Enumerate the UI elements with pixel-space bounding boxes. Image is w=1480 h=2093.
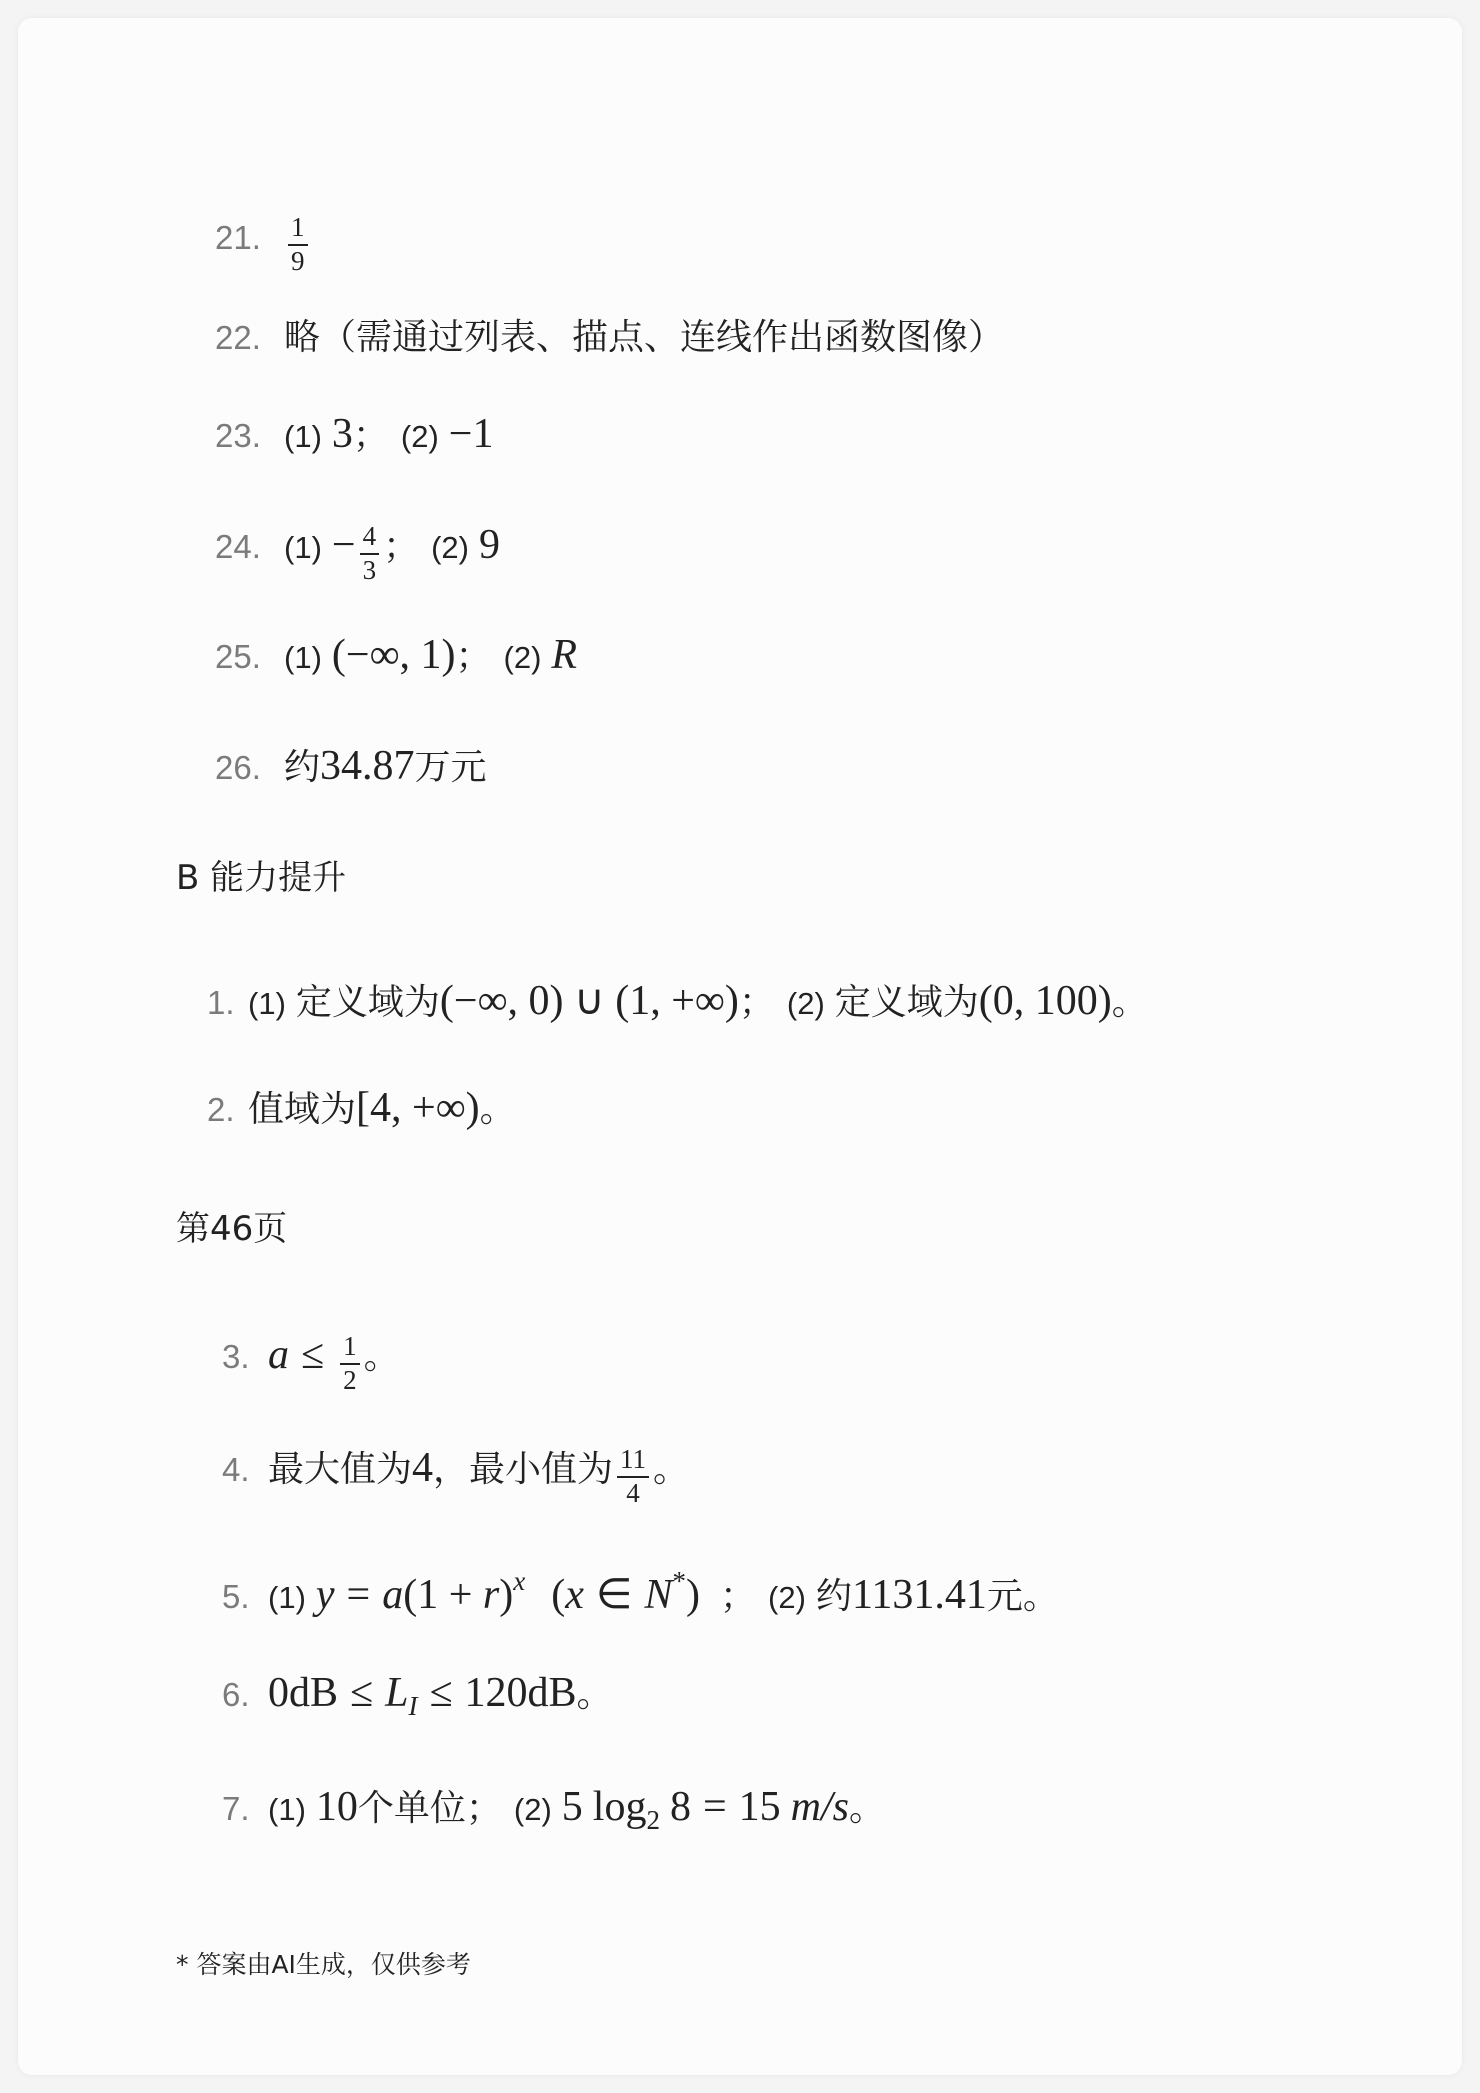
fraction [617, 1445, 649, 1508]
variable: y [315, 1572, 335, 1618]
section-title: B 能力提升 [176, 858, 347, 898]
sub-question-label: (2) [513, 1792, 552, 1827]
answer-number: 25. [215, 638, 261, 675]
answer-value: R [551, 632, 578, 678]
fraction-denominator: 3 [362, 554, 377, 585]
subscript: 2 [646, 1805, 660, 1835]
sub-question-label: (2) [786, 986, 825, 1021]
footnote-text: * 答案由AI生成，仅供参考 [176, 1950, 471, 1979]
exponent: x [513, 1566, 526, 1596]
period: 。 [849, 1788, 886, 1829]
answer-number: 23. [215, 417, 261, 454]
math-expression: ( [551, 1572, 566, 1618]
answer-value: 4 [412, 1445, 434, 1491]
domain-expression: (−∞, 0) ∪ (1, +∞) [439, 978, 739, 1024]
fraction-denominator: 2 [343, 1364, 357, 1395]
answer-number: 6. [222, 1676, 250, 1713]
interval-expression: (−∞, 1) [331, 632, 456, 678]
fraction-numerator: 1 [340, 1332, 360, 1365]
period: 。 [1111, 982, 1148, 1023]
operator: ≤ [301, 1332, 325, 1378]
fraction [340, 1332, 360, 1395]
answer-value: 15 [738, 1784, 781, 1830]
domain-expression: (0, 100) [978, 978, 1112, 1024]
answer-24 [215, 505, 500, 585]
range-expression: [4, +∞) [356, 1085, 480, 1131]
answer-value: 10 [315, 1784, 358, 1830]
answer-26 [215, 726, 487, 806]
math-expression: 5 [561, 1784, 583, 1830]
answer-text: 定义域为 [834, 982, 979, 1023]
answer-number: 22. [215, 319, 261, 356]
answer-number: 2. [207, 1091, 235, 1128]
math-expression: 8 [669, 1784, 691, 1830]
operator: ≤ [429, 1670, 453, 1716]
separator: ； [383, 526, 420, 567]
answer-5 [222, 1541, 1059, 1621]
answer-number: 26. [215, 749, 261, 786]
period: 。 [653, 1449, 690, 1490]
answer-3 [222, 1315, 400, 1395]
section-heading-b [176, 838, 346, 918]
answer-number: 5. [222, 1578, 250, 1615]
answer-21 [215, 198, 312, 278]
sub-question-label: (2) [503, 640, 542, 675]
sub-question-label: (1) [248, 986, 286, 1021]
answer-number: 24. [215, 528, 261, 565]
answer-number: 7. [222, 1790, 250, 1827]
answer-1 [207, 961, 1148, 1041]
operator: = [346, 1572, 371, 1618]
answer-value: 3 [331, 411, 353, 457]
operator: ≤ [350, 1670, 374, 1716]
variable: a [382, 1572, 404, 1618]
page-heading-46 [176, 1189, 287, 1269]
separator: ； [352, 415, 389, 456]
answer-7 [222, 1767, 885, 1847]
variable: N [644, 1572, 673, 1618]
answer-value: 34.87 [320, 743, 415, 789]
sub-question-label: (1) [268, 1580, 306, 1615]
log-function: log [592, 1784, 647, 1830]
answer-unit: m/s [790, 1784, 850, 1830]
answer-text: 略（需通过列表、描点、连线作出函数图像） [284, 317, 1005, 358]
period: 。 [576, 1674, 613, 1715]
sub-question-label: (1) [284, 530, 322, 565]
superscript: * [672, 1566, 687, 1596]
sub-question-label: (2) [431, 530, 469, 565]
answer-number: 21. [215, 219, 261, 256]
variable: L [385, 1670, 409, 1716]
sub-question-label: (2) [400, 419, 439, 454]
period: 。 [363, 1336, 400, 1377]
fraction-numerator: 11 [617, 1445, 649, 1478]
sub-question-label: (1) [268, 1792, 306, 1827]
answer-value: −1 [448, 411, 494, 457]
separator: ； [720, 1576, 757, 1617]
operator: = [702, 1784, 727, 1830]
fraction [360, 522, 380, 585]
separator: ； [738, 982, 775, 1023]
answer-text: 个单位； [357, 1788, 502, 1829]
answer-6 [222, 1653, 613, 1733]
fraction-denominator: 4 [626, 1477, 640, 1508]
fraction-numerator: 4 [360, 522, 380, 555]
answer-text: 约 [815, 1576, 852, 1617]
answer-number: 1. [207, 984, 235, 1021]
operator: ∈ [595, 1572, 633, 1618]
math-expression: (1 + [403, 1572, 483, 1618]
sub-question-label: (1) [284, 640, 322, 675]
answer-text: 值域为 [248, 1089, 357, 1130]
footnote [176, 1945, 471, 1985]
separator: ； [455, 636, 492, 677]
answer-text: 最大值为 [268, 1449, 413, 1490]
answer-4 [222, 1428, 689, 1508]
answer-value: 120dB [464, 1670, 577, 1716]
minus-sign: − [331, 522, 356, 568]
sub-question-label: (2) [768, 1580, 806, 1615]
math-expression: ) [499, 1572, 514, 1618]
answer-value: 9 [478, 522, 500, 568]
answer-unit: 万元 [414, 747, 487, 788]
answer-22 [215, 298, 1004, 378]
answer-23 [215, 394, 493, 474]
answer-25 [215, 615, 577, 695]
answer-unit: 元。 [986, 1576, 1059, 1617]
period: 。 [479, 1089, 516, 1130]
answer-value: 0dB [268, 1670, 339, 1716]
subscript: I [408, 1691, 418, 1721]
answer-text: ，最小值为 [433, 1449, 614, 1490]
fraction-denominator: 9 [291, 245, 305, 276]
sub-question-label: (1) [284, 419, 322, 454]
answer-value: 1131.41 [851, 1572, 987, 1618]
fraction [288, 213, 308, 276]
answer-text: 定义域为 [295, 982, 440, 1023]
page-title: 第46页 [176, 1209, 288, 1249]
math-expression: ) [686, 1572, 701, 1618]
variable: r [482, 1572, 500, 1618]
answer-number: 3. [222, 1338, 250, 1375]
answer-number: 4. [222, 1451, 250, 1488]
answer-text: 约 [284, 747, 321, 788]
variable: x [565, 1572, 584, 1618]
variable: a [268, 1332, 289, 1378]
fraction-numerator: 1 [288, 213, 308, 246]
answer-2 [207, 1068, 516, 1148]
